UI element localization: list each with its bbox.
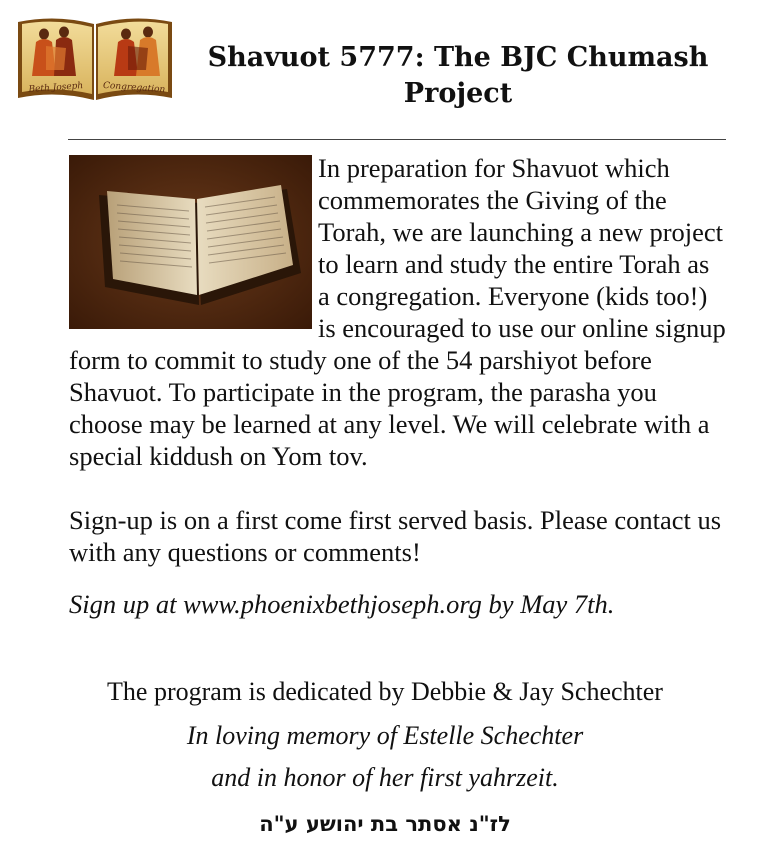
paragraph-signup-info: Sign-up is on a first come first served basis. Please contact us with any questions or comments!: [69, 505, 722, 567]
dedication-line: The program is dedicated by Debbie & Jay Schechter: [107, 677, 663, 706]
page-title: Shavuot 5777: The BJC Chumash Project: [207, 42, 709, 109]
open-book-photo: [69, 155, 312, 329]
main-content: [69, 152, 727, 620]
memorial-line: In loving memory of Estelle Schechter: [186, 721, 584, 750]
svg-text:Beth Joseph: Beth Joseph: [28, 81, 84, 95]
beth-joseph-logo: [16, 12, 174, 102]
hebrew-dedication: לז"נ אסתר בת יהושע ע"ה: [259, 812, 511, 836]
signup-deadline: Sign up at www.phoenixbethjoseph.org by May 7th.: [69, 589, 615, 619]
divider: [68, 139, 726, 140]
svg-text:Congregation: Congregation: [102, 80, 166, 96]
yahrzeit-line: and in honor of her first yahrzeit.: [211, 763, 559, 792]
paragraph-intro: In preparation for Shavuot which commemorates the Giving of the Torah, we are launching a new project to learn and study the entire Torah as a congregation. Everyone (kids too!) is encouraged to use our online signup form to commit to study one of the 54 parshiyot before Shavuot. To participate in the program, the parasha you choose may be learned at any level. We will celebrate with a special kiddush on Yom tov.: [69, 153, 726, 471]
